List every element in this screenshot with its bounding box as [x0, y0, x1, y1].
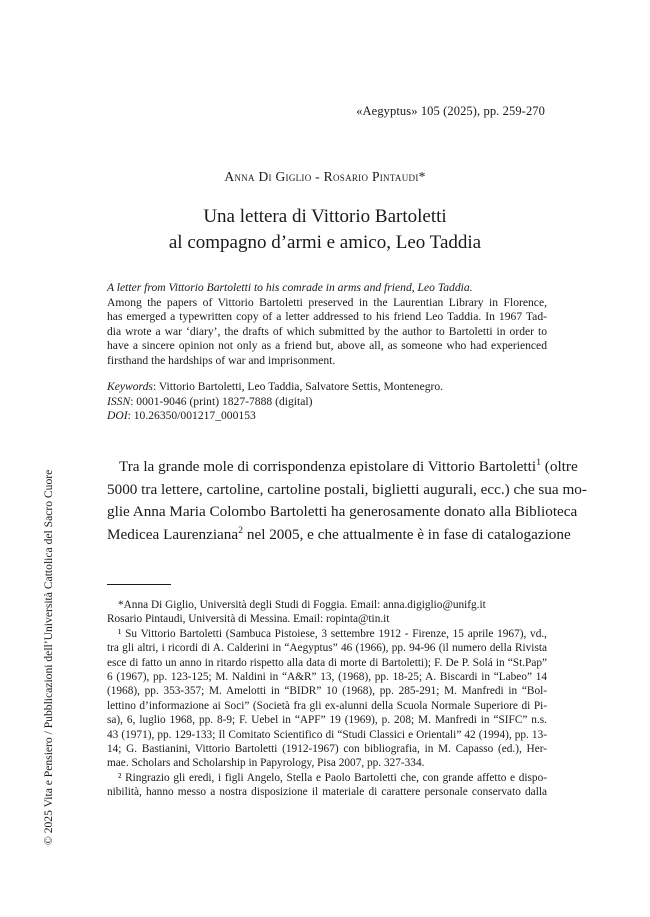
footnote-2-line: ² Ringrazio gli eredi, i figli Angelo, Stella e Paolo Bartoletti che, con grande affetto e dispo-	[118, 771, 547, 784]
journal-reference: «Aegyptus» 105 (2025), pp. 259-270	[356, 104, 545, 118]
footnote-1-line: esce di fatto un anno in ritardo rispetto alla data di morte di Bartoletti); F. De P. Solá in “St.Pap”	[107, 656, 547, 669]
footnote-1-line: ¹ Su Vittorio Bartoletti (Sambuca Pistoiese, 3 settembre 1912 - Firenze, 15 aprile 1967), vd.,	[118, 627, 547, 640]
doi-value: : 10.26350/001217_000153	[127, 409, 256, 423]
footnote-1-line: 14; G. Bastianini, Vittorio Bartoletti (1912-1967) con bibliografia, in M. Capasso (ed.), Her-	[107, 743, 547, 756]
footnote-2-line: nibilità, hanno messo a nostra disposizione il materiale di carattere personale conservato dalla	[107, 786, 547, 799]
keywords-label: Keywords	[107, 380, 153, 393]
footnote-1-line: (1968), pp. 353-357; M. Amelotti in “BIDR” 10 (1968), pp. 285-291; M. Manfredi in “Bol-	[107, 685, 547, 698]
abstract-line: have a sincere opinion not only as a friend but, above all, as someone who had experienced	[107, 339, 547, 353]
footnote-ref-2: 2	[238, 524, 244, 536]
body-line: Medicea Laurenziana$^2$ nel 2005, e che attualmente è in fase di catalogazione	[107, 524, 571, 543]
body-line: glie Anna Maria Colombo Bartoletti ha generosamente donato alla Biblioteca	[107, 503, 578, 520]
footnote-1-line: tra gli altri, i ricordi di A. Calderini in “Aegyptus” 46 (1966), pp. 94-96 (il numero della Rivista	[107, 642, 547, 655]
abstract-line: firsthand the hardships of war and imprisonment.	[107, 353, 336, 367]
abstract-line: has emerged a typewritten copy of a letter addressed to his friend Leo Taddia. In 1967 Tad-	[107, 310, 547, 324]
authors: Anna Di Giglio - Rosario Pintaudi*	[224, 169, 426, 184]
footnote-ref-1: 1	[536, 456, 541, 468]
author-affiliation-2: Rosario Pintaudi, Università di Messina. Email: ropinta@tin.it	[107, 613, 390, 626]
footnotes	[107, 598, 547, 800]
footnote-1-line: mae. Scholars and Scholarship in Papyrology, Pisa 2007, pp. 327-334.	[107, 757, 425, 770]
body-paragraph	[107, 456, 587, 546]
article-meta	[107, 380, 547, 424]
article-title	[0, 204, 650, 256]
title-line-1: Una lettera di Vittorio Bartoletti	[203, 206, 447, 227]
abstract-title: A letter from Vittorio Bartoletti to his comrade in arms and friend, Leo Taddia.	[107, 281, 473, 294]
author-affiliation-1: *Anna Di Giglio, Università degli Studi di Foggia. Email: anna.digiglio@unifg.it	[118, 599, 486, 611]
issn	[107, 395, 547, 410]
copyright-notice: © 2025 Vita e Pensiero / Pubblicazioni dell’Università Cattolica del Sacro Cuore	[42, 469, 55, 845]
doi-label: DOI	[107, 409, 128, 423]
footnote-1-line: 43 (1971), pp. 129-133; Il Comitato Scientifico di “Studi Classici e Orientali” 42 (1994), pp. 13-	[107, 728, 547, 741]
title-line-2: al compagno d’armi e amico, Leo Taddia	[168, 232, 482, 253]
abstract-line: Among the papers of Vittorio Bartoletti preserved in the Laurentian Library in Florence,	[107, 295, 547, 309]
footnote-separator	[107, 584, 171, 585]
issn-label: ISSN	[107, 394, 131, 408]
issn-value: : 0001-9046 (print) 1827-7888 (digital)	[130, 394, 313, 408]
footnote-1-line: lettino d’informazione ai Soci” (Società fra gli ex-alunni della Scuola Normale Superiore di Pi-	[107, 699, 547, 712]
keywords-value: : Vittorio Bartoletti, Leo Taddia, Salvatore Settis, Montenegro.	[152, 380, 444, 393]
body-line: Tra la grande mole di corrispondenza epistolare di Vittorio Bartoletti$^1$ (oltre	[119, 456, 578, 475]
abstract-line: dia wrote a war ‘diary’, the drafts of which submitted by the author to Bartoletti in order to	[107, 324, 547, 338]
doi	[107, 409, 547, 424]
keywords	[107, 380, 547, 395]
abstract	[107, 281, 547, 369]
footnote-1-line: 6 (1967), pp. 123-125; M. Naldini in “A&R” 13, (1968), pp. 18-25; A. Biscardi in “Labeo” 14	[107, 671, 547, 684]
footnote-1-line: sa), 6, luglio 1968, pp. 8-9; F. Uebel in “APF” 19 (1969), p. 208; M. Manfredi in “SIFC” n.s.	[107, 714, 547, 727]
body-line: 5000 tra lettere, cartoline, cartoline postali, biglietti augurali, ecc.) che sua mo-	[107, 480, 587, 498]
